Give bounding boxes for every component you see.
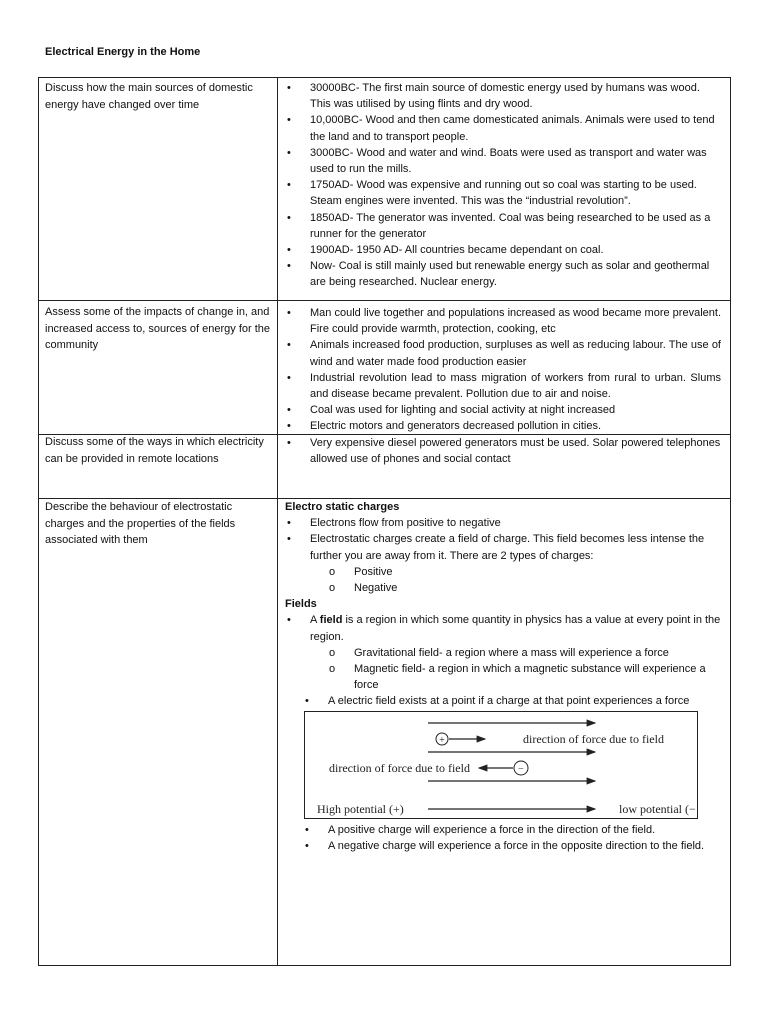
field-post: is a region in which some quantity in physics has a value at every point in the region. bbox=[310, 614, 721, 643]
electric-field-diagram bbox=[304, 711, 698, 819]
field-pre: A bbox=[310, 614, 320, 627]
list-item: • Very expensive diesel powered generators must be used. Solar powered telephones allowed use of phones and social contact bbox=[285, 435, 721, 467]
answer-list bbox=[285, 693, 721, 709]
question-cell: Assess some of the impacts of change in, and increased access to, sources of energy for the community bbox=[45, 306, 271, 351]
list-item: • Man could live together and populations increased as wood became more prevalent. Fire could provide warmth, protection, cooking, etc bbox=[285, 305, 721, 337]
list-item: o Positive bbox=[329, 564, 721, 580]
negative-charge-symbol: − bbox=[518, 764, 524, 775]
list-item: • Electrons flow from positive to negative bbox=[285, 515, 721, 531]
question-cell: Discuss some of the ways in which electricity can be provided in remote locations bbox=[45, 436, 264, 465]
section-heading: Electro static charges bbox=[285, 501, 400, 513]
list-item: • 1900AD- 1950 AD- All countries became dependant on coal. bbox=[285, 242, 721, 258]
list-item: • Electric motors and generators decreased pollution in cities. bbox=[285, 418, 721, 434]
list-item: o Gravitational field- a region where a mass will experience a force bbox=[329, 645, 721, 661]
list-item: • 30000BC- The first main source of domestic energy used by humans was wood. This was utilised by using flints and dry wood. bbox=[285, 80, 721, 112]
list-item: • Electrostatic charges create a field of charge. This field becomes less intense the further you are away from it. There are 2 types of charges: bbox=[285, 531, 721, 563]
positive-force-label: direction of force due to field bbox=[523, 732, 664, 746]
section-heading: Fields bbox=[285, 598, 317, 611]
list-item: • A electric field exists at a point if a charge at that point experiences a force bbox=[303, 693, 721, 709]
list-item: • 1750AD- Wood was expensive and running out so coal was starting to be used. Steam engines were invented. This was the “industrial revolution”. bbox=[285, 177, 721, 209]
list-item: • Animals increased food production, surpluses as well as reducing labour. The use of wind and water made food production easier bbox=[285, 337, 721, 369]
list-item: o Negative bbox=[329, 580, 721, 596]
list-item bbox=[285, 612, 721, 644]
answer-list bbox=[285, 305, 721, 435]
list-item: • Now- Coal is still mainly used but renewable energy such as solar and geothermal are being researched. Nuclear energy. bbox=[285, 258, 721, 290]
list-item: • A positive charge will experience a force in the direction of the field. bbox=[303, 822, 721, 838]
list-item: • Industrial revolution lead to mass migration of workers from rural to urban. Slums and disease became prevalent. Pollution due to air and noise. bbox=[285, 370, 721, 402]
answer-list bbox=[285, 435, 721, 467]
answer-list bbox=[285, 515, 721, 564]
field-term: field bbox=[319, 614, 343, 627]
list-item: • A negative charge will experience a force in the opposite direction to the field. bbox=[303, 838, 721, 854]
list-item: • 1850AD- The generator was invented. Coal was being researched to be used as a runner for the generator bbox=[285, 210, 721, 242]
low-potential-label: low potential (− bbox=[619, 802, 696, 816]
high-potential-label: High potential (+) bbox=[317, 802, 404, 816]
field-diagram-svg bbox=[305, 712, 698, 819]
list-item: • 3000BC- Wood and water and wind. Boats were used as transport and water was used to run the mills. bbox=[285, 145, 721, 177]
document-title: Electrical Energy in the Home bbox=[45, 46, 201, 58]
negative-force-label: direction of force due to field bbox=[329, 761, 470, 775]
answer-list bbox=[285, 612, 721, 644]
question-cell: Discuss how the main sources of domestic energy have changed over time bbox=[45, 82, 253, 111]
question-cell: Describe the behaviour of electrostatic charges and the properties of the fields associated with them bbox=[45, 501, 236, 546]
sub-list bbox=[329, 645, 721, 694]
sub-list bbox=[329, 564, 721, 596]
column-divider bbox=[277, 77, 278, 966]
list-item: o Magnetic field- a region in which a magnetic substance will experience a force bbox=[329, 661, 721, 693]
list-item: • 10,000BC- Wood and then came domesticated animals. Animals were used to tend the land and to transport people. bbox=[285, 112, 721, 144]
answer-list bbox=[285, 822, 721, 854]
list-item: • Coal was used for lighting and social activity at night increased bbox=[285, 402, 721, 418]
answer-list bbox=[285, 80, 721, 291]
answer-cell bbox=[285, 499, 721, 710]
row-divider bbox=[38, 300, 731, 301]
positive-charge-symbol: + bbox=[439, 735, 445, 746]
